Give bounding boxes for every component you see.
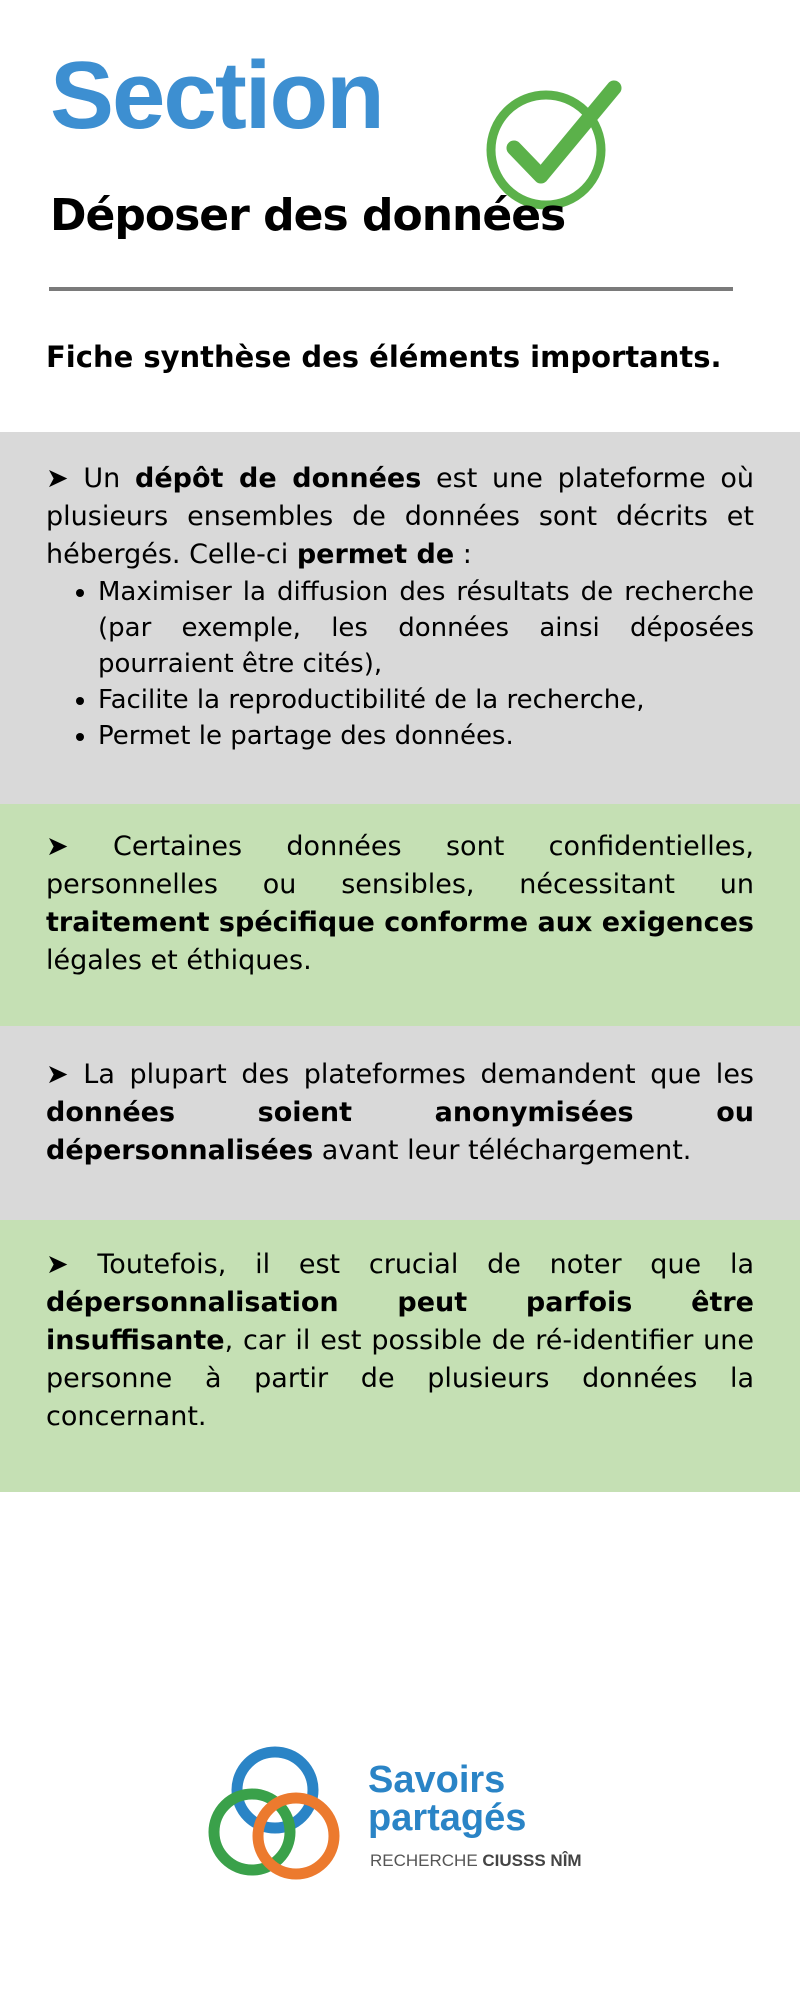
section-label: Section bbox=[50, 42, 383, 149]
block-paragraph bbox=[46, 460, 754, 574]
page-title: Déposer des données bbox=[50, 190, 566, 241]
page-subtitle: Fiche synthèse des éléments importants. bbox=[46, 340, 722, 374]
tagline-bold: CIUSSS NÎM bbox=[482, 1851, 582, 1870]
info-block-insuffisante bbox=[0, 1220, 800, 1492]
bold-text: dépôt de données bbox=[135, 463, 422, 494]
logo-tagline bbox=[370, 1851, 582, 1871]
tagline-text: RECHERCHE bbox=[370, 1851, 483, 1870]
arrow-icon: ➤ bbox=[46, 1059, 69, 1090]
list-item: • Maximiser la diffusion des résultats de recherche (par exemple, les données ainsi déposées pourraient être cités), bbox=[98, 574, 754, 682]
info-block-confidentielles bbox=[0, 804, 800, 1026]
text: , car il est possible de ré-identifier une personne à partir de plusieurs données la concernant. bbox=[46, 1325, 754, 1432]
text: légales et éthiques. bbox=[46, 945, 312, 976]
divider bbox=[49, 287, 733, 291]
list-item: • Facilite la reproductibilité de la recherche, bbox=[98, 682, 754, 718]
text: : bbox=[454, 539, 472, 570]
arrow-icon: ➤ bbox=[46, 463, 69, 494]
block-paragraph bbox=[46, 1056, 754, 1170]
logo-rings-icon bbox=[200, 1740, 350, 1890]
bold-text: traitement spécifique conforme aux exigences bbox=[46, 907, 754, 938]
logo-name-line1: Savoirs bbox=[368, 1759, 506, 1801]
header bbox=[0, 0, 800, 432]
text: Certaines données sont confidentielles, personnelles ou sensibles, nécessitant un bbox=[46, 831, 754, 900]
text: est une plateforme où plusieurs ensembles de données sont décrits et hébergés. Celle-ci bbox=[46, 463, 754, 570]
arrow-icon: ➤ bbox=[46, 831, 69, 862]
bold-text: données soient anonymisées ou dépersonnalisées bbox=[46, 1097, 754, 1166]
text: Toutefois, il est crucial de noter que la bbox=[68, 1249, 754, 1280]
info-block-depot bbox=[0, 432, 800, 804]
list-item: • Permet le partage des données. bbox=[98, 718, 754, 754]
text: La plupart des plateformes demandent que les bbox=[68, 1059, 754, 1090]
info-block-anonymisees bbox=[0, 1026, 800, 1220]
block-paragraph bbox=[46, 1246, 754, 1436]
text: Un bbox=[68, 463, 136, 494]
block-paragraph bbox=[46, 828, 754, 980]
logo-name-line2: partagés bbox=[368, 1797, 527, 1839]
arrow-icon: ➤ bbox=[46, 1249, 69, 1280]
text: avant leur téléchargement. bbox=[313, 1135, 692, 1166]
bold-text: dépersonnalisation peut parfois être insuffisante bbox=[46, 1287, 754, 1356]
bold-text: permet de bbox=[296, 539, 455, 570]
bullet-list bbox=[46, 574, 754, 754]
